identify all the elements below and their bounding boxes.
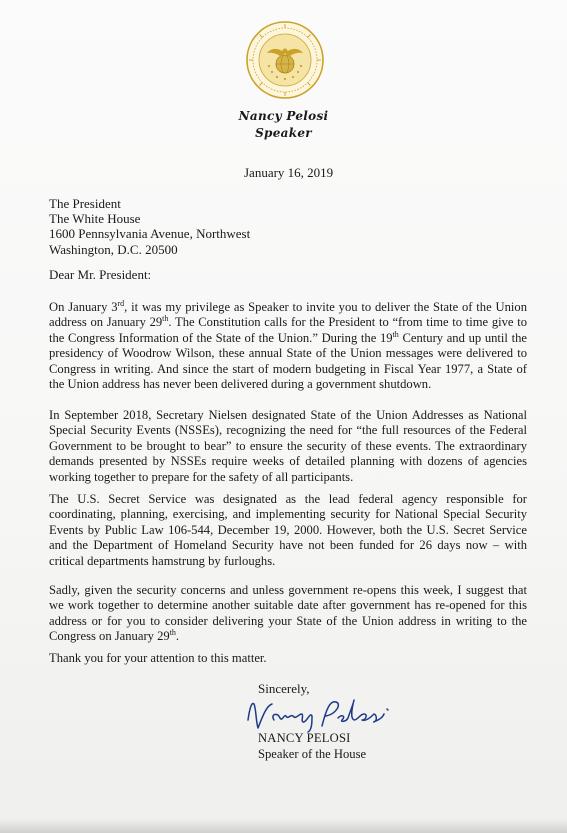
address-line: The President: [49, 196, 121, 211]
ordinal-suffix: th: [392, 329, 399, 339]
ordinal-suffix: th: [162, 314, 169, 324]
signature-icon: [238, 692, 398, 736]
ordinal-suffix: rd: [117, 298, 125, 308]
letter-date: January 16, 2019: [244, 165, 334, 180]
paragraph-text: . The Constitution calls for the President to “from time to time give to the Congress Information of the State of the Union.” During the 19: [49, 315, 527, 345]
signer-title: Speaker of the House: [258, 747, 367, 761]
letterhead-title: Speaker: [255, 126, 312, 140]
paragraph-5: Thank you for your attention to this matter.: [49, 651, 267, 665]
address-line: 1600 Pennsylvania Avenue, Northwest: [49, 226, 251, 242]
address-line: Washington, D.C. 20500: [49, 241, 178, 257]
paragraph-3: The U.S. Secret Service was designated as the lead federal agency responsible for coordinating, planning, exercising, and implementing security for National Special Security Events by Public Law 106-544, December 19, 2000. However, both the U.S. Secret Service and the Department of Homeland Security have not been funded for 26 days now – with critical departments hamstrung by furloughs.: [49, 492, 527, 568]
paragraph-text: On January 3: [49, 300, 118, 314]
paragraph-text: .: [175, 629, 180, 644]
speaker-seal-icon: [245, 20, 325, 100]
salutation: Dear Mr. President:: [49, 267, 152, 282]
paragraph-2: In September 2018, Secretary Nielsen designated State of the Union Addresses as National Special Security Events (NSSEs), recognizing the need for “the full resources of the Federal Government to be brought to bear” to ensure the security of these events. The extraordinary demands presented by NSSEs require weeks of detailed planning with dozens of agencies working together to prepare for the safety of all participants.: [49, 408, 527, 484]
closing: Sincerely,: [258, 681, 310, 696]
recipient-address: [49, 196, 250, 257]
paragraph-1: [49, 300, 527, 392]
paragraph-text: Sadly, given the security concerns and unless government re-opens this week, I suggest that we work together to determine another suitable date after government has re-opened for this address or for you to consider delivering your State of the Union address in writing to the Congress on January 29: [49, 583, 527, 644]
paragraph-4: [49, 583, 527, 645]
letterhead-name: Nancy Pelosi: [238, 109, 329, 123]
paragraph-text: Century and up until the presidency of Woodrow Wilson, these annual State of the Union messages were delivered to Congress in writing. And since the start of modern budgeting in Fiscal Year 1977, a State of the Union address has never been delivered during a government shutdown.: [49, 330, 527, 392]
address-line: The White House: [49, 211, 141, 227]
signer-name: NANCY PELOSI: [258, 731, 351, 745]
ordinal-suffix: th: [169, 628, 176, 638]
paragraph-text: , it was my privilege as Speaker to invite you to deliver the State of the Union address on January 29: [49, 300, 527, 330]
